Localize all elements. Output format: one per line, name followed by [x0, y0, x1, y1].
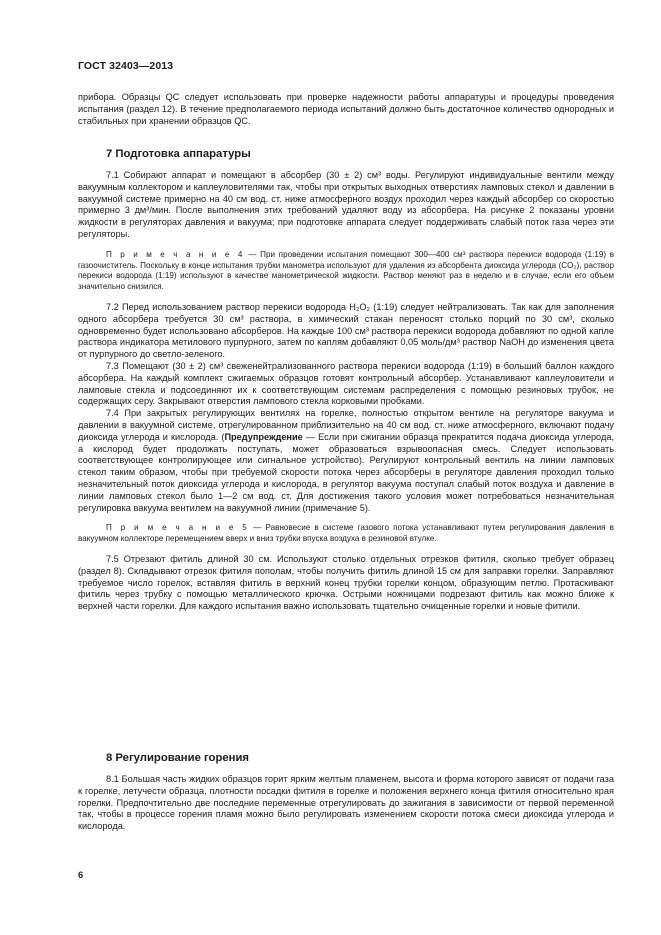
standard-header: ГОСТ 32403—2013 — [78, 60, 174, 72]
note-5 — [78, 523, 614, 545]
paragraph-7-1: 7.1 Собирают аппарат и помещают в абсорбер (30 ± 2) см³ воды. Регулируют индивидуальные вентили между вакуумным коллектором и каплеуловителями так, чтобы при открытых выходных отверстиях ламповых стекол и давлении в вакуумной системе примерно на 40 см вод. ст. ниже атмосферного воздух проходил через каждый абсорбер со скоростью примерно 3 дм³/мин. После выполнения этих требований удаляют воду из абсорбера. На рисунке 2 показаны уровни жидкости в регуляторах давления и вакуума; при подготовке аппарата следует поддерживать слабый поток газа через эти регуляторы. — [78, 170, 614, 239]
paragraph-7-4-part-b: — Если при сжигании образца прекратится подача диоксида углерода, а кислород будет продолжать поступать, может образоваться взрывоопасная смесь. Следует использовать соответствующее контролирующее или сигнальное устройство). Регулируют контрольный вентиль на линии ламповых стекол таким образом, чтобы при требуемой скорости потока через абсорберы в регуляторе давления проходил только незначительный поток диоксида углерода и кислорода, в регулятор вакуума поступал слабый поток воздуха и давление в линии ламповых стекол было 1—2 см вод. ст. Для достижения такого условия может потребоваться незначительная регулировка вакуума вентилем на вакуумной линии (примечание 5). — [78, 431, 614, 513]
paragraph-7-4-part-a: 7.4 При закрытых регулирующих вентилях на горелке, полностью открытом вентиле на регуляторе вакуума и давлении в вакуумной системе, отрегулированном приблизительно на 40 см вод. ст. ниже атмосферного, включают подачу диоксида углерода и кислорода. ( — [78, 408, 614, 442]
section-7-heading: 7 Подготовка аппаратуры — [106, 148, 251, 160]
warning-label: Предупреждение — [224, 431, 303, 442]
section-8-heading: 8 Регулирование горения — [106, 752, 249, 764]
note-4 — [78, 250, 614, 293]
paragraph-7-2: 7.2 Перед использованием раствор перекиси водорода H₂O₂ (1:19) следует нейтрализовать. Так как для заполнения одного абсорбера требуется 30 см³ раствора, в химический стакан переносят столько порций по 30 см³, сколько одновременно будет использовано абсорберов. На каждые 100 см³ раствора перекиси водорода добавляют по одной капле раствора индикатора метилового пурпурного, затем по каплям добавляют 0,05 моль/дм³ раствор NaOH до изменения цвета от пурпурного до светло-зеленого. — [78, 301, 614, 360]
paragraph-7-3: 7.3 Помещают (30 ± 2) см³ свеженейтрализованного раствора перекиси водорода (1:19) в больший баллон каждого абсорбера. На каждый комплект сжигаемых образцов готовят контрольный абсорбер. Устанавливают каплеуловители и ламповые стекла и подсоединяют их к соответствующим системам распределения с помощью резиновых трубок, не содержащих серу. Закрывают отверстия лампового стекла корковыми пробками. — [78, 360, 614, 407]
paragraph-7-4 — [78, 408, 614, 514]
section-7-body — [78, 170, 614, 613]
note-5-label: П р и м е ч а н и е 5 — [106, 523, 250, 533]
paragraph-8-1: 8.1 Большая часть жидких образцов горит ярким желтым пламенем, высота и форма которого зависят от подачи газа к горелке, летучести образца, плотности посадки фитиля в горелке и положения верхнего конца фитиля относительно края горелки. Предпочтительно две последние переменные отрегулировать до зажигания в зависимости от первой переменной так, чтобы в процессе горения пламя можно было регулировать изменением скорости потока смеси диоксида углерода и кислорода. — [78, 774, 614, 832]
note-4-text: — При проведении испытания помещают 300—400 см³ раствора перекиси водорода (1:19) в газоочиститель. Поскольку в конце испытания трубки манометра используют для удаления из абсорбента диоксида углерода (CO₂), раствор перекиси водорода (1:19) используют в качестве манометрической жидкости. Раствор меняют раз в неделю и в случае, если его объем значительно снизился. — [78, 249, 614, 292]
section-8-body — [78, 774, 614, 833]
page-number: 6 — [78, 869, 84, 880]
intro-paragraph — [78, 92, 614, 127]
intro-text: прибора. Образцы QC следует использовать при проверке надежности работы аппаратуры и процедуры проведения испытания (раздел 12). В течение предполагаемого периода испытаний должно быть достаточное количество однородных и стабильных при хранении образцов QC. — [78, 92, 614, 126]
section-8-title — [78, 752, 614, 764]
note-4-label: П р и м е ч а н и е 4 — [106, 249, 245, 259]
paragraph-7-5: 7.5 Отрезают фитиль длиной 30 см. Используют столько отдельных отрезков фитиля, сколько требует образец (раздел 8). Складывают отрезок фитиля пополам, чтобы получить фитиль длиной 15 см для заправки горелки. Заправляют требуемое число горелок, вставляя фитиль в верхний конец трубки горелки концом, образующим петлю. Протаскивают фитиль через трубку с помощью металлического крючка. Острыми ножницами подрезают фитиль как можно ближе к верхней части горелки. Для каждого испытания важно использовать тщательно очищенные горелки и новые фитили. — [78, 553, 614, 612]
section-7-title — [78, 148, 614, 160]
note-5-text: — Равновесие в системе газового потока устанавливают путем регулирования давления в вакуумном коллекторе перемещением вверх и вниз трубки впуска воздуха в резиновой втулке. — [78, 523, 614, 544]
